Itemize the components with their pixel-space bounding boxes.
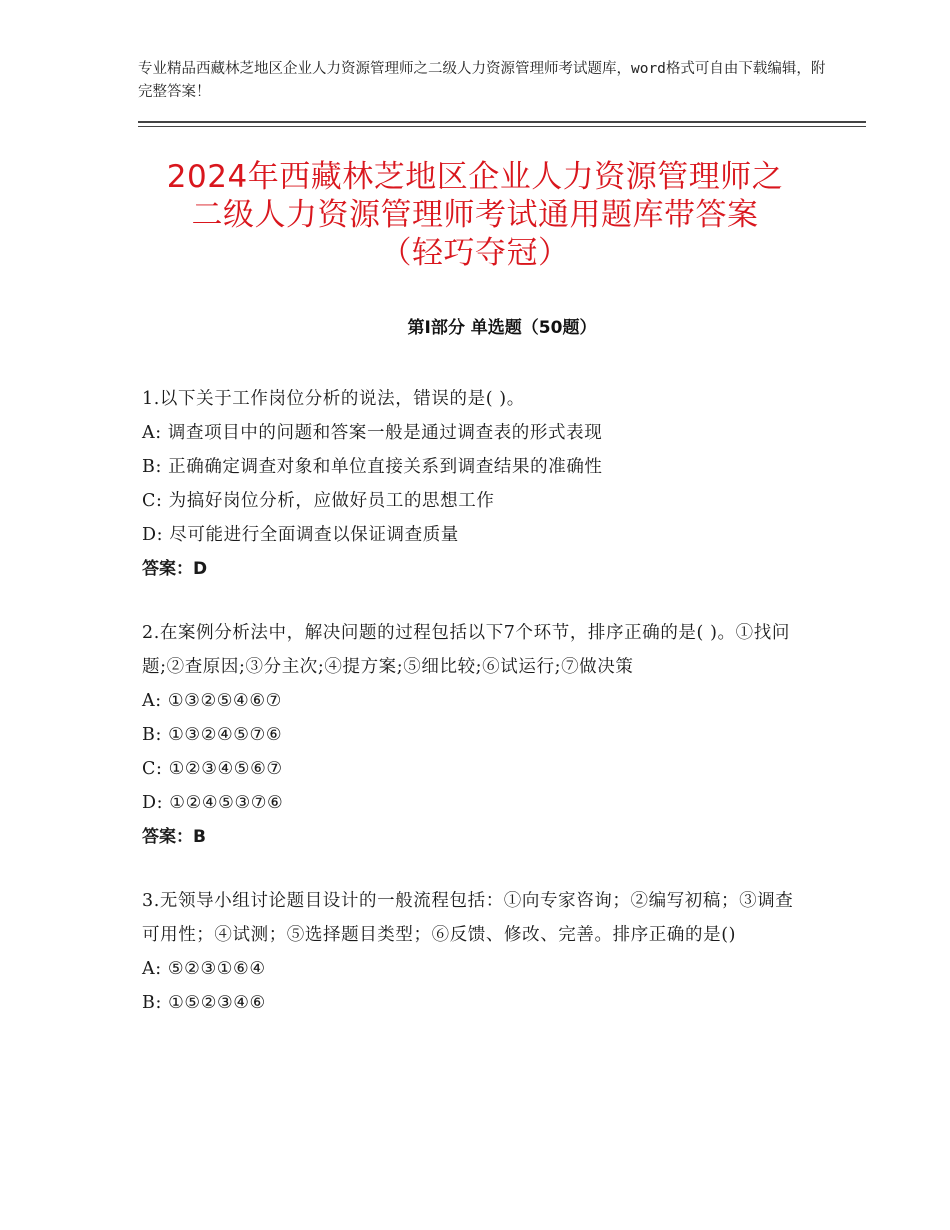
question-stem: 3.无领导小组讨论题目设计的一般流程包括：①向专家咨询；②编写初稿；③调查可用性；④试测；⑤选择题目类型；⑥反馈、修改、完善。排序正确的是() [142,891,794,945]
title-line: 2024年西藏林芝地区企业人力资源管理师之 [166,159,784,195]
option-b: B: 正确确定调查对象和单位直接关系到调查结果的准确性 [142,457,603,477]
question-1 [142,382,802,586]
option-a: A: 调查项目中的问题和答案一般是通过调查表的形式表现 [142,423,603,443]
title-line: （轻巧夺冠） [380,235,570,271]
header-note: 专业精品西藏林芝地区企业人力资源管理师之二级人力资源管理师考试题库，word格式可自由下载编辑，附完整答案！ [138,61,826,100]
question-list [142,382,802,1050]
question-2 [142,616,802,854]
header-rule [138,121,866,123]
option-d: D: 尽可能进行全面调查以保证调查质量 [142,525,459,545]
option-c: C: 为搞好岗位分析，应做好员工的思想工作 [142,491,495,511]
answer: 答案：D [142,559,208,579]
option-a: A: ⑤②③①⑥④ [142,959,266,979]
option-a: A: ①③②⑤④⑥⑦ [142,691,282,711]
answer: 答案：B [142,827,206,847]
section-title: 第Ⅰ部分 单选题（50题） [407,318,597,338]
document-title [100,158,850,272]
title-line: 二级人力资源管理师考试通用题库带答案 [191,197,759,233]
option-d: D: ①②④⑤③⑦⑥ [142,793,284,813]
option-b: B: ①⑤②③④⑥ [142,993,266,1013]
question-stem: 2.在案例分析法中，解决问题的过程包括以下7个环节，排序正确的是( )。①找问题;②查原因;③分主次;④提方案;⑤细比较;⑥试运行;⑦做决策 [142,623,790,677]
header-rule-thin [138,126,866,127]
question-stem: 1.以下关于工作岗位分析的说法，错误的是( )。 [142,389,525,409]
option-b: B: ①③②④⑤⑦⑥ [142,725,283,745]
question-3 [142,884,802,1020]
option-c: C: ①②③④⑤⑥⑦ [142,759,283,779]
